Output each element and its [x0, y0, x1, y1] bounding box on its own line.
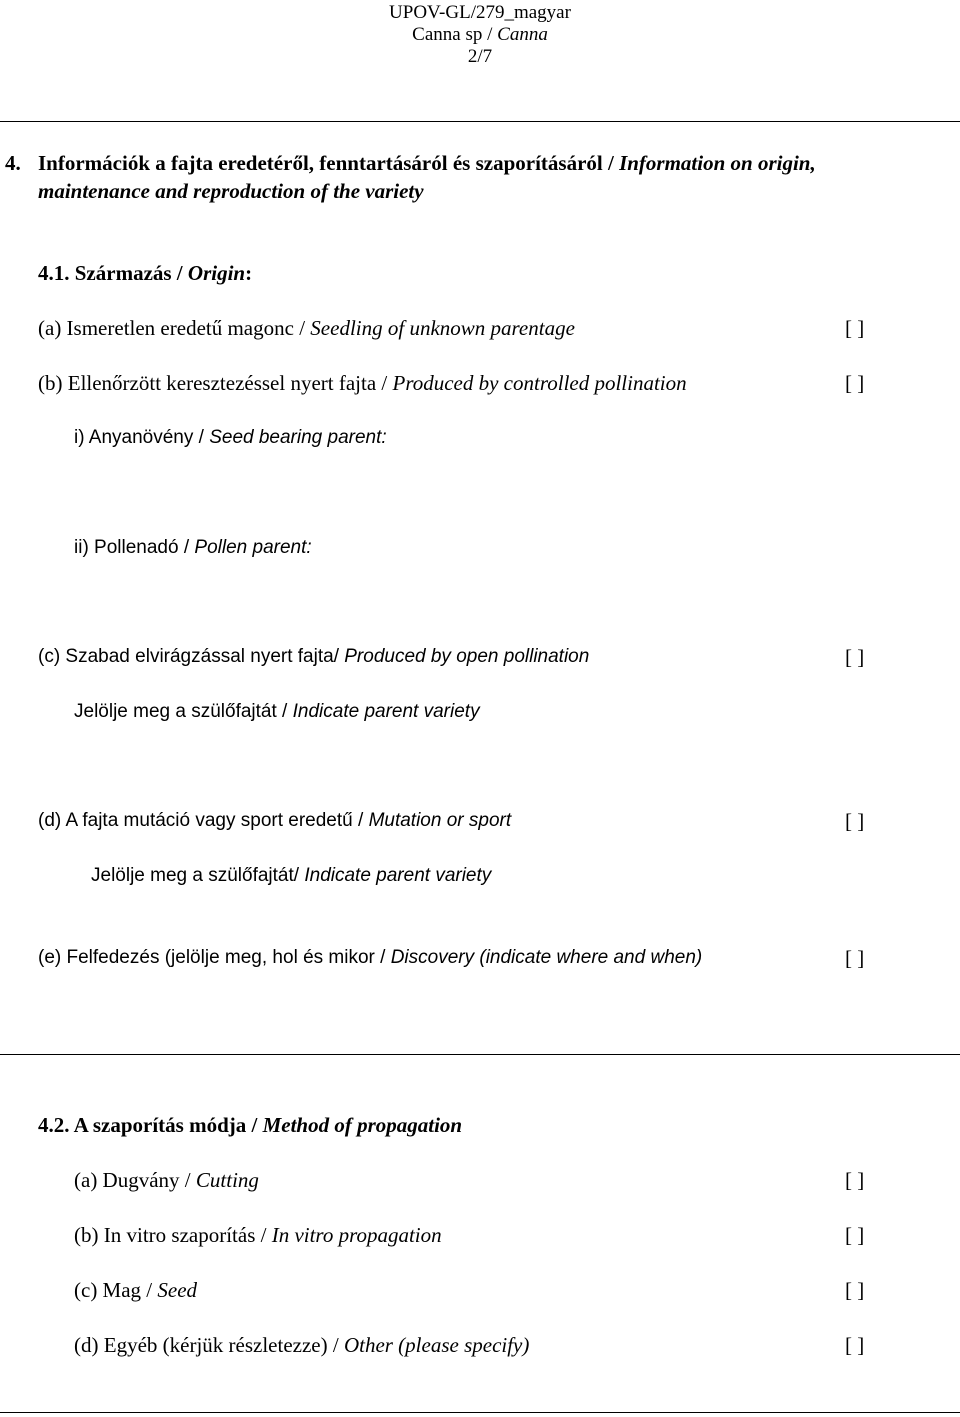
- section-title-continued: maintenance and reproduction of the variety: [38, 179, 424, 203]
- propagation-heading: 4.2. A szaporítás módja / Method of propagation: [38, 1113, 463, 1137]
- origin-option-a: (a) Ismeretlen eredetű magonc / Seedling of unknown parentage: [38, 316, 575, 340]
- page-number: 2/7: [467, 46, 493, 67]
- origin-option-c: (c) Szabad elvirágzással nyert fajta/ Produced by open pollination: [38, 646, 590, 667]
- propagation-a-checkbox[interactable]: [ ]: [845, 1168, 865, 1192]
- origin-option-e: (e) Felfedezés (jelölje meg, hol és mikor / Discovery (indicate where and when): [38, 947, 703, 968]
- propagation-c-checkbox[interactable]: [ ]: [845, 1278, 865, 1302]
- origin-d-checkbox[interactable]: [ ]: [845, 809, 865, 833]
- pollen-parent-label: ii) Pollenadó / Pollen parent:: [74, 537, 312, 558]
- propagation-d-checkbox[interactable]: [ ]: [845, 1333, 865, 1357]
- section-title: Információk a fajta eredetéről, fenntartásáról és szaporításáról / Information on origin,: [38, 151, 816, 175]
- section-number: 4.: [5, 151, 21, 175]
- origin-c-checkbox[interactable]: [ ]: [845, 645, 865, 669]
- origin-b-checkbox[interactable]: [ ]: [845, 371, 865, 395]
- origin-e-checkbox[interactable]: [ ]: [845, 946, 865, 970]
- seed-bearing-parent-label: i) Anyanövény / Seed bearing parent:: [74, 427, 387, 448]
- origin-a-checkbox[interactable]: [ ]: [845, 316, 865, 340]
- propagation-option-a: (a) Dugvány / Cutting: [74, 1168, 259, 1192]
- origin-heading: 4.1. Származás / Origin:: [38, 261, 253, 285]
- section-divider: [0, 1054, 960, 1055]
- origin-c-parent-note: Jelölje meg a szülőfajtát / Indicate parent variety: [74, 701, 480, 722]
- doc-species: Canna sp / Canna: [412, 24, 548, 45]
- footer-divider: [0, 1412, 960, 1413]
- propagation-option-b: (b) In vitro szaporítás / In vitro propagation: [74, 1223, 442, 1247]
- origin-d-parent-note: Jelölje meg a szülőfajtát/ Indicate parent variety: [91, 865, 492, 886]
- origin-option-b: (b) Ellenőrzött keresztezéssel nyert fajta / Produced by controlled pollination: [38, 371, 687, 395]
- origin-option-d: (d) A fajta mutáció vagy sport eredetű / Mutation or sport: [38, 810, 512, 831]
- header-divider: [0, 121, 960, 122]
- propagation-option-d: (d) Egyéb (kérjük részletezze) / Other (please specify): [74, 1333, 530, 1357]
- propagation-b-checkbox[interactable]: [ ]: [845, 1223, 865, 1247]
- propagation-option-c: (c) Mag / Seed: [74, 1278, 198, 1302]
- doc-reference: UPOV-GL/279_magyar: [389, 2, 571, 23]
